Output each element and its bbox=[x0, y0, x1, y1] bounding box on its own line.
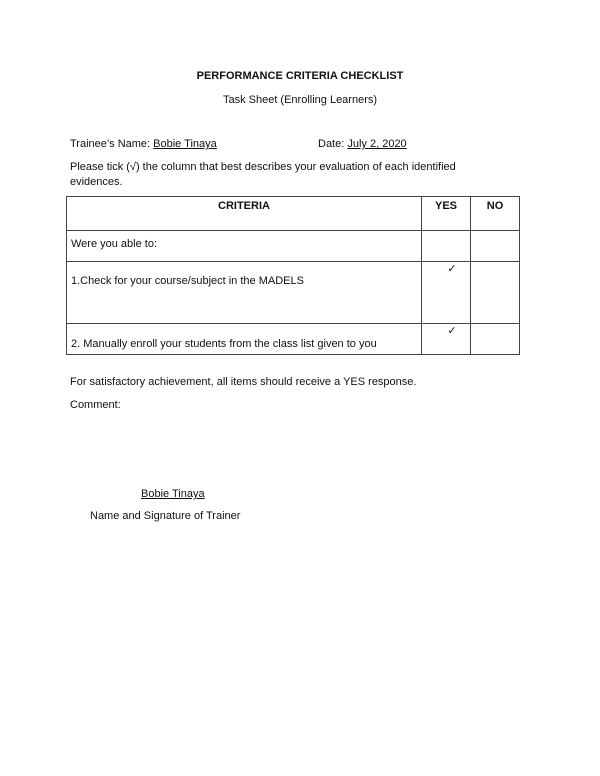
table-header-row bbox=[67, 197, 520, 231]
yes-cell bbox=[422, 231, 471, 262]
criteria-text: 2. Manually enroll your students from the class list given to you bbox=[71, 338, 377, 350]
instructions-line-1: Please tick (√) the column that best describes your evaluation of each identified bbox=[70, 161, 456, 173]
no-mark bbox=[475, 262, 515, 264]
criteria-cell bbox=[67, 324, 422, 355]
no-cell bbox=[471, 324, 520, 355]
no-mark bbox=[475, 324, 515, 326]
table-row bbox=[67, 231, 520, 262]
check-mark-icon bbox=[426, 231, 466, 233]
yes-cell bbox=[422, 324, 471, 355]
table-row bbox=[67, 324, 520, 355]
yes-header: YES bbox=[422, 197, 471, 231]
table-row bbox=[67, 262, 520, 324]
criteria-cell bbox=[67, 262, 422, 324]
no-cell bbox=[471, 262, 520, 324]
trainee-name-row bbox=[70, 138, 217, 150]
yes-cell bbox=[422, 262, 471, 324]
document-subtitle: Task Sheet (Enrolling Learners) bbox=[222, 94, 378, 106]
no-cell bbox=[471, 231, 520, 262]
date-value: July 2, 2020 bbox=[347, 138, 407, 150]
criteria-text: Were you able to: bbox=[71, 238, 158, 250]
comment-label: Comment: bbox=[70, 399, 121, 411]
no-header: NO bbox=[471, 197, 520, 231]
instructions-line-2: evidences. bbox=[70, 176, 123, 188]
criteria-table bbox=[66, 196, 520, 355]
date-label: Date: bbox=[318, 138, 345, 150]
trainee-name-label: Trainee’s Name: bbox=[70, 138, 151, 150]
signature-label: Name and Signature of Trainer bbox=[90, 510, 241, 522]
no-mark bbox=[475, 231, 515, 233]
date-row bbox=[318, 138, 407, 150]
trainer-name: Bobie Tinaya bbox=[141, 488, 205, 500]
check-mark-icon: ✓ bbox=[447, 263, 457, 275]
trainee-name-value: Bobie Tinaya bbox=[153, 138, 217, 150]
satisfactory-note: For satisfactory achievement, all items should receive a YES response. bbox=[70, 376, 417, 388]
document-title: PERFORMANCE CRITERIA CHECKLIST bbox=[196, 70, 404, 82]
criteria-header: CRITERIA bbox=[67, 197, 422, 231]
criteria-cell bbox=[67, 231, 422, 262]
criteria-text: 1.Check for your course/subject in the MADELS bbox=[71, 275, 304, 287]
check-mark-icon: ✓ bbox=[447, 325, 457, 337]
